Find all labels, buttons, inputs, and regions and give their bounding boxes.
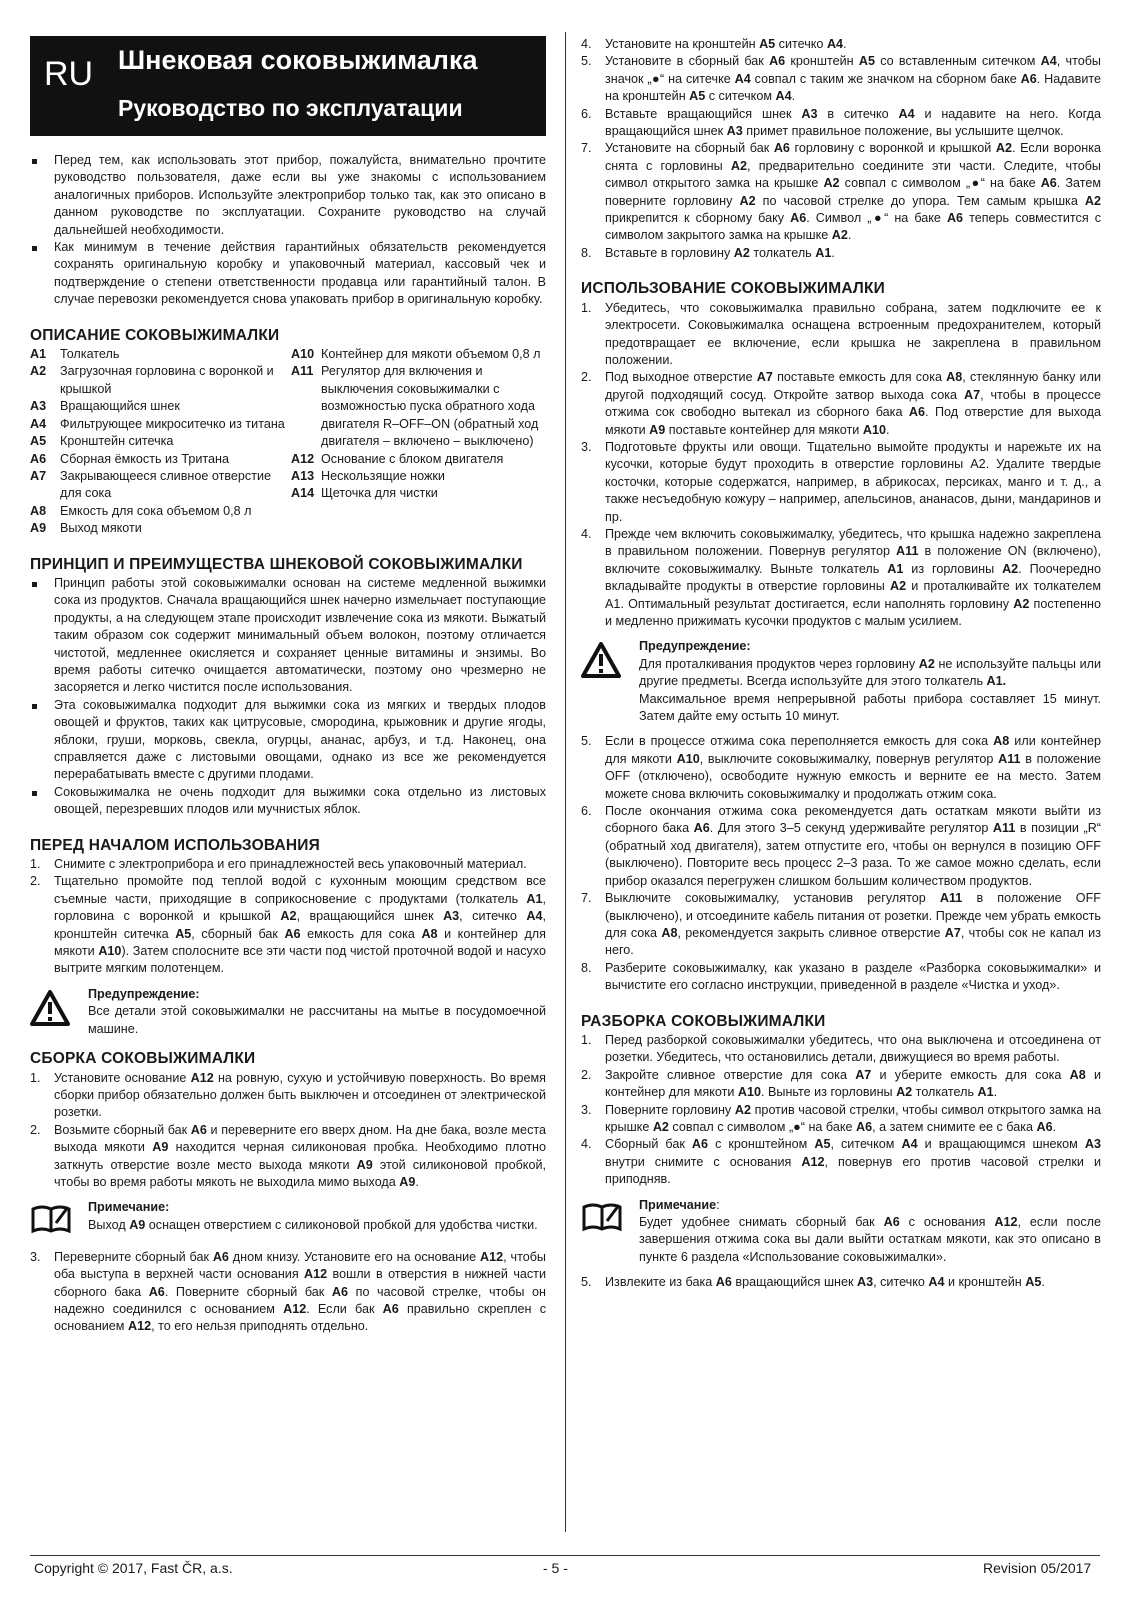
warning-title: Предупреждение: [639, 639, 751, 654]
list-item: 1. Установите основание A12 на ровную, сухую и устойчивую поверхность. Во время сборки прибор обязательно должен быть выключен и отсоединен от электрической розетки. [30, 1070, 546, 1120]
title-banner [30, 36, 546, 136]
note-text: Выход A9 оснащен отверстием с силиконовой пробкой для удобства чистки. [88, 1217, 538, 1232]
footer-copyright: Copyright © 2017, Fast ČR, a.s. [34, 1560, 233, 1576]
warning-icon [30, 986, 78, 1038]
list-item: 8. Вставьте в горловину A2 толкатель A1. [581, 245, 835, 260]
parts-description [30, 346, 546, 537]
parts-column-right [291, 346, 546, 537]
list-item: 5. Установите в сборный бак A6 кронштейн A5 со вставленным ситечком A4, чтобы значок „●“ на ситечке A4 совпал с таким же значком на сборном баке A6. Надавите на кронштейн A5 с ситечком A4. [581, 54, 1101, 104]
list-item: 7. Установите на сборный бак A6 горловину с воронкой и крышкой A2. Если воронка снята с горловины A2, предварительно соедините эти части. Следите, чтобы символ открытого замка на крышке A2 совпал с символом „●“ на баке A6. Затем поверните горловину A2 по часовой стрелке до упора. Тем самым крышка A2 прикрепится к сборному баку A6. Символ „●“ на баке A6 теперь совместится с символом закрытого замка на крышке A2. [581, 141, 1102, 243]
list-item: Как минимум в течение действия гарантийных обязательств рекомендуется сохранять оригинальную коробку и упаковочный материал, кассовый чек и подтверждение о степени ответственности продавца или гарантийный талон. В случае перевозки рекомендуется снова упаковать прибор в оригинальную коробку. [30, 239, 546, 309]
part-row: A1 Толкатель [30, 347, 120, 362]
parts-column-left [30, 346, 285, 537]
list-item: 1. Снимите с электроприбора и его принадлежностей весь упаковочный материал. [30, 857, 527, 872]
warning-icon [581, 638, 629, 725]
list-item: 2. Возьмите сборный бак A6 и переверните его вверх дном. На дне бака, возле места выхода мякоти A9 находится черная силиконовая пробка. Необходимо плотно заткнуть отверстие возле место выхода мякоти A9 этой силиконовой пробкой, чтобы во время работы мякоть не выходила мимо выхода A9. [30, 1122, 546, 1189]
usage-steps-cont [581, 733, 1101, 994]
list-item: 4. Сборный бак A6 с кронштейном A5, ситечком A4 и вращающимся шнеком A3 внутри снимите с основания A12, повернув его против часовой стрелки и приподняв. [581, 1137, 1102, 1187]
note-book-icon [30, 1199, 78, 1240]
section-heading-disassembly: РАЗБОРКА СОКОВЫЖИМАЛКИ [581, 1012, 826, 1030]
list-item: 6. Вставьте вращающийся шнек A3 в ситечко A4 и надавите на него. Когда вращающийся шнек A3 примет правильное положение, вы услышите щелчок. [581, 106, 1102, 139]
warning-text: Для проталкивания продуктов через горловину A2 не используйте пальцы или другие предметы. Всегда используйте для этого толкатель A1. [639, 656, 1101, 689]
list-item: 3. Подготовьте фрукты или овощи. Тщательно вымойте продукты и нарежьте их на кусочки, которые будут проходить в отверстие горловины A2. Удалите твердые косточки, которые содержатся, например, в абрикосах, персиках, манго и т. д., а также несъедобную кожуру – например, апельсинов, ананасов, дыни, мандаринов и пр. [581, 439, 1101, 524]
note-box [30, 1199, 546, 1240]
list-item: 7. Выключите соковыжималку, установив регулятор A11 в положение OFF (выключено), и отсоедините кабель питания от розетки. Прежде чем убрать емкость для сока A8, рекомендуется закрыть сливное отверстие A7, чтобы сок не капал из него. [581, 891, 1101, 958]
left-column [30, 36, 546, 1336]
assembly-steps [30, 1070, 546, 1192]
part-row: A8 Емкость для сока объемом 0,8 л [30, 503, 252, 518]
note-title: Примечание: [639, 1197, 720, 1212]
part-row: A12 Основание с блоком двигателя [291, 451, 504, 466]
list-item: 6. После окончания отжима сока рекомендуется дать остаткам мякоти выйти из сборного бака A6. Для этого 3–5 секунд удерживайте регулятор A11 в позиции „R“ (обратный ход двигателя), затем отпустите его, чтобы он вернулся в позицию OFF (выключено). Повторите весь процесс 2–3 раза. То же самое можно сделать, если прибор оказался перегружен слишком большим количеством продуктов. [581, 804, 1101, 888]
note-box [581, 1197, 1101, 1267]
warning-text: Все детали этой соковыжималки не рассчитаны на мытье в посудомоечной машине. [88, 1004, 546, 1036]
list-item: 3. Поверните горловину A2 против часовой стрелки, чтобы символ открытого замка на крышке A2 совпал с символом „●“ на баке A6, а затем снимите ее с бака A6. [581, 1102, 1101, 1134]
part-row: A2 Загрузочная горловина с воронкой и крышкой [30, 364, 274, 396]
warning-title: Предупреждение: [88, 986, 200, 1001]
assembly-steps-cont [30, 1249, 546, 1336]
warning-box [30, 986, 546, 1038]
part-row: A6 Сборная ёмкость из Тритана [30, 451, 229, 466]
footer-divider [30, 1555, 1100, 1556]
part-row: A5 Кронштейн ситечка [30, 434, 174, 449]
note-title: Примечание: [88, 1200, 170, 1215]
list-item: 2. Под выходное отверстие A7 поставьте емкость для сока A8, стеклянную банку или другой подходящий сосуд. Откройте затвор выхода сока A7, чтобы в процессе отжима сок свободно вытекал из сборного бака A6. Под отверстие для выхода мякоти A9 поставьте контейнер для мякоти A10. [581, 370, 1101, 437]
usage-steps [581, 300, 1101, 631]
column-divider [565, 32, 566, 1532]
list-item: 4. Прежде чем включить соковыжималку, убедитесь, что крышка надежно закреплена в правильном положении. Повернув регулятор A11 в положение ON (включено), включите соковыжималку. Выньте толкатель A1 из горловины A2. Поочередно вкладывайте продукты в отверстие горловины A2 и проталкивайте их толкателем A1. Оптимальный результат достигается, если наполнять горловину A2 постепенно и медленно прижимать кусочки продуктов с малым усилием. [581, 526, 1101, 628]
note-book-icon [581, 1197, 629, 1267]
part-row: A14 Щеточка для чистки [291, 486, 438, 501]
disassembly-steps-cont [581, 1274, 1101, 1291]
list-item: Перед тем, как использовать этот прибор, пожалуйста, внимательно прочтите руководство пользователя, даже если вы уже знакомы с использованием аналогичных приборов. Используйте электроприбор только так, как это описано в данном руководстве по эксплуатации. Сохраните руководство на случай дальнейшей необходимости. [30, 152, 546, 239]
list-item: 4. Установите на кронштейн A5 ситечко A4. [581, 37, 847, 51]
list-item: 1. Убедитесь, что соковыжималка правильно собрана, затем подключите ее к электросети. Соковыжималка оснащена встроенным предохранителем, который предотвращает ее включение, если крышка не закреплена в правильном положении. [581, 300, 1101, 367]
list-item: Принцип работы этой соковыжималки основан на системе медленной выжимки сока из продуктов. Сначала вращающийся шнек начерно измельчает поступающие продукты, а на следующем этапе происходит извлечение сока из мякоти. Выжатый таким образом сок содержит минимальный объем волокон, поэтому отличается чистотой, медленнее окисляется и сохраняет ценные витамины и энзимы. Во время работы ситечко очищается автоматически, поэтому оно чрезмерно не засоряется и легко чистится после использования. [30, 575, 546, 697]
section-heading-principle: ПРИНЦИП И ПРЕИМУЩЕСТВА ШНЕКОВОЙ СОКОВЫЖИМАЛКИ [30, 555, 523, 573]
language-code: RU [44, 55, 94, 93]
principle-list [30, 575, 546, 819]
disassembly-steps [581, 1032, 1101, 1189]
part-row: A9 Выход мякоти [30, 521, 142, 536]
before-use-steps [30, 856, 546, 978]
document-subtitle: Руководство по эксплуатации [118, 95, 463, 121]
footer-revision: Revision 05/2017 [983, 1560, 1092, 1576]
warning-text: Максимальное время непрерывной работы прибора составляет 15 минут. Затем дайте ему остыть 10 минут. [639, 691, 1101, 724]
intro-list [30, 152, 546, 309]
part-row: A7 Закрывающееся сливное отверстие для сока [30, 468, 272, 501]
part-row: A10 Контейнер для мякоти объемом 0,8 л [291, 347, 541, 362]
page-number: - 5 - [543, 1560, 568, 1576]
part-row: A4 Фильтрующее микроситечко из титана [30, 416, 285, 431]
list-item: 8. Разберите соковыжималку, как указано в разделе «Разборка соковыжималки» и вычистите его согласно инструкции, приведенной в разделе «Чистка и уход». [581, 960, 1101, 993]
section-heading-usage: ИСПОЛЬЗОВАНИЕ СОКОВЫЖИМАЛКИ [581, 280, 886, 298]
list-item: 1. Перед разборкой соковыжималки убедитесь, что она выключена и отсоединена от розетки. Убедитесь, что остановились детали, движущиеся во время работы. [581, 1032, 1101, 1065]
part-row: A3 Вращающийся шнек [30, 399, 180, 414]
assembly-steps-right [581, 36, 1101, 262]
part-row: A13 Нескользящие ножки [291, 468, 445, 483]
section-heading-description: ОПИСАНИЕ СОКОВЫЖИМАЛКИ [30, 326, 280, 344]
note-text: Будет удобнее снимать сборный бак A6 с основания A12, если после завершения отжима сока вы дали выйти остаткам мякоти, как это описано в пункте 6 раздела «Использование соковыжималки». [639, 1215, 1102, 1264]
list-item: 3. Переверните сборный бак A6 дном книзу. Установите его на основание A12, чтобы оба выступа в верхней части основания A12 вошли в отверстия в нижней части сборного бака A6. Поверните сборный бак A6 по часовой стрелке, чтобы он надежно соединился с основанием A12. Если бак A6 правильно скреплен с основанием A12, то его нельзя приподнять отдельно. [30, 1249, 546, 1334]
list-item: 5. Если в процессе отжима сока переполняется емкость для сока A8 или контейнер для мякоти A10, выключите соковыжималку, повернув регулятор A11 в положение OFF (отключено), освободите нужную емкость и верните ее на место. Затем можете снова включить соковыжималку и продолжать отжим сока. [581, 734, 1101, 801]
section-heading-before-use: ПЕРЕД НАЧАЛОМ ИСПОЛЬЗОВАНИЯ [30, 836, 320, 854]
list-item: 2. Тщательно промойте под теплой водой с кухонным моющим средством все съемные части, приходящие в соприкосновение с продуктами (толкатель A1, горловина с воронкой и крышкой A2, вращающийся шнек A3, ситечко A4, кронштейн ситечка A5, сборный бак A6 емкость для сока A8 и контейнер для мякоти A10). Затем сполосните все эти части под чистой проточной водой и насухо вытрите мягким полотенцем. [30, 874, 547, 976]
warning-box [581, 638, 1101, 725]
list-item: Соковыжималка не очень подходит для выжимки сока отдельно из листовых овощей, перезревших плодов или мучнистых яблок. [30, 784, 546, 819]
list-item: 2. Закройте сливное отверстие для сока A7 и уберите емкость для сока A8 и контейнер для мякоти A10. Выньте из горловины A2 толкатель A1. [581, 1067, 1102, 1100]
list-item: Эта соковыжималка подходит для выжимки сока из мягких и твердых плодов овощей и фруктов, таких как цитрусовые, смородина, крыжовник и другие ягоды, яблоки, груши, морковь, свекла, огурцы, ананас, арбуз, и т.д. Наконец, она справляется даже с листовыми овощами, однако из все же рекомендуется перерабатывать вместе с другими плодами. [30, 697, 546, 784]
part-row: A11 Регулятор для включения и выключения соковыжималки с возможностью пуска обратного хода двигателя R–OFF–ON (обратный ход двигателя – включено – выключено) [291, 364, 539, 449]
list-item: 5. Извлеките из бака A6 вращающийся шнек A3, ситечко A4 и кронштейн A5. [581, 1275, 1045, 1290]
section-heading-assembly: СБОРКА СОКОВЫЖИМАЛКИ [30, 1050, 256, 1068]
document-title: Шнековая соковыжималка [118, 45, 478, 75]
right-column [581, 36, 1101, 1292]
